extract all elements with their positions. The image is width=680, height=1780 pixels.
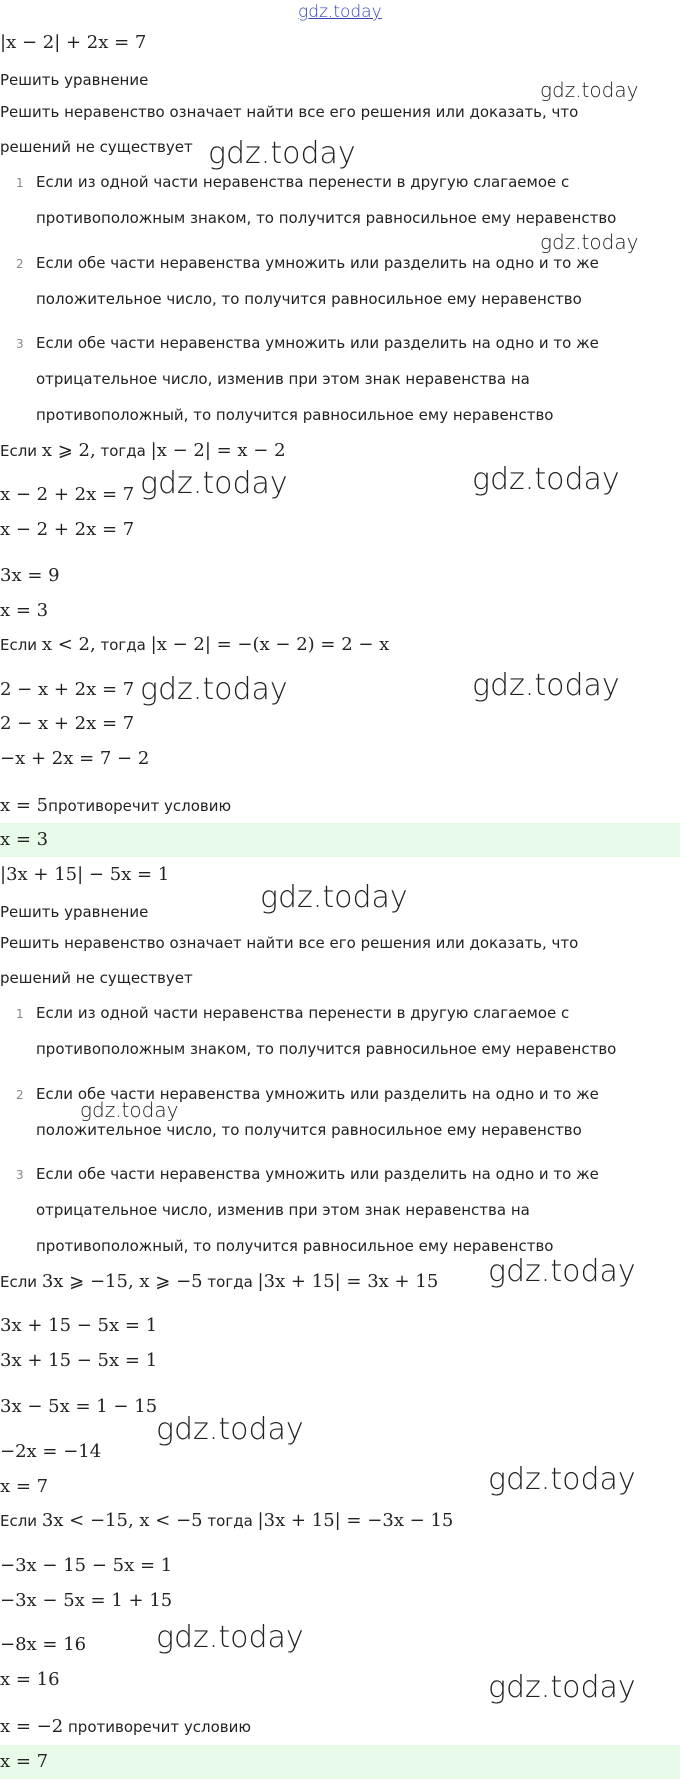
problem1-intro-line1: Решить неравенство означает найти все его решения или доказать, что — [0, 103, 579, 121]
rule-number: 3 — [16, 1168, 24, 1182]
rule-text: Если обе части неравенства умножить или разделить на одно и то же — [36, 1165, 599, 1183]
problem2-equation: |3x + 15| − 5x = 1 — [0, 864, 170, 885]
rule-text: Если обе части неравенства умножить или разделить на одно и то же — [36, 334, 599, 352]
watermark: gdz.today — [540, 78, 639, 102]
problem1-intro-line2: решений не существует — [0, 138, 193, 156]
problem2-answer-box — [0, 1745, 680, 1779]
watermark: gdz.today — [472, 462, 620, 497]
rule-number: 2 — [16, 1088, 24, 1102]
watermark: gdz.today — [208, 136, 356, 171]
problem2-step: x = 16 — [0, 1669, 60, 1690]
problem1-step: x = 3 — [0, 600, 49, 621]
problem2-step: −2x = −14 — [0, 1441, 102, 1462]
problem2-case2-condition: Если 3x < −15, x < −5 тогда |3x + 15| = −3x − 15 — [0, 1510, 454, 1531]
problem2-step: x = 7 — [0, 1476, 49, 1497]
rule-text: Если обе части неравенства умножить или разделить на одно и то же — [36, 254, 599, 272]
watermark: gdz.today — [540, 230, 639, 254]
watermark: gdz.today — [140, 466, 288, 501]
watermark: gdz.today — [488, 1670, 636, 1705]
problem2-step: 3x + 15 − 5x = 1 — [0, 1315, 158, 1336]
watermark: gdz.today — [472, 668, 620, 703]
problem2-case1-condition: Если 3x ⩾ −15, x ⩾ −5 тогда |3x + 15| = 3x + 15 — [0, 1271, 439, 1292]
problem1-case2-condition: Если x < 2, тогда |x − 2| = −(x − 2) = 2 − x — [0, 634, 390, 655]
rule-text: противоположный, то получится равносильное ему неравенство — [36, 406, 554, 424]
rule-text: положительное число, то получится равносильное ему неравенство — [36, 1121, 582, 1139]
problem2-step: −8x = 16 — [0, 1634, 87, 1655]
rule-text: положительное число, то получится равносильное ему неравенство — [36, 290, 582, 308]
rule-text: Если обе части неравенства умножить или разделить на одно и то же — [36, 1085, 599, 1103]
problem2-contradiction: x = −2 противоречит условию — [0, 1716, 251, 1737]
watermark: gdz.today — [80, 1098, 179, 1122]
problem1-solve-label: Решить уравнение — [0, 71, 149, 89]
rule-number: 3 — [16, 337, 24, 351]
rule-number: 1 — [16, 176, 24, 190]
rule-text: Если из одной части неравенства перенести в другую слагаемое с — [36, 1004, 570, 1022]
problem1-answer: x = 3 — [0, 829, 49, 850]
rule-text: противоположным знаком, то получится равносильное ему неравенство — [36, 209, 617, 227]
rule-text: отрицательное число, изменив при этом знак неравенства на — [36, 370, 530, 388]
problem2-intro-line2: решений не существует — [0, 969, 193, 987]
problem2-intro-line1: Решить неравенство означает найти все его решения или доказать, что — [0, 934, 579, 952]
watermark: gdz.today — [156, 1620, 304, 1655]
rule-text: противоположным знаком, то получится равносильное ему неравенство — [36, 1040, 617, 1058]
problem2-step: −3x − 5x = 1 + 15 — [0, 1590, 173, 1611]
problem1-equation: |x − 2| + 2x = 7 — [0, 32, 147, 53]
problem2-step: −3x − 15 − 5x = 1 — [0, 1555, 173, 1576]
rule-text: Если из одной части неравенства перенести в другую слагаемое с — [36, 173, 570, 191]
watermark: gdz.today — [260, 880, 408, 915]
problem1-step: x − 2 + 2x = 7 — [0, 519, 135, 540]
problem1-contradiction: x = 5противоречит условию — [0, 795, 232, 816]
problem1-step: 3x = 9 — [0, 565, 60, 586]
problem2-solve-label: Решить уравнение — [0, 903, 149, 921]
problem2-step: 3x − 5x = 1 − 15 — [0, 1396, 158, 1417]
watermark: gdz.today — [156, 1412, 304, 1447]
header-watermark-link[interactable]: gdz.today — [298, 2, 382, 22]
problem1-step: −x + 2x = 7 − 2 — [0, 748, 150, 769]
watermark: gdz.today — [140, 672, 288, 707]
problem1-step: x − 2 + 2x = 7 — [0, 484, 135, 505]
problem2-step: 3x + 15 − 5x = 1 — [0, 1350, 158, 1371]
problem2-answer: x = 7 — [0, 1751, 49, 1772]
watermark: gdz.today — [488, 1254, 636, 1289]
rule-number: 2 — [16, 257, 24, 271]
rule-text: противоположный, то получится равносильное ему неравенство — [36, 1237, 554, 1255]
rule-text: отрицательное число, изменив при этом знак неравенства на — [36, 1201, 530, 1219]
problem1-case1-condition: Если x ⩾ 2, тогда |x − 2| = x − 2 — [0, 440, 286, 461]
rule-number: 1 — [16, 1007, 24, 1021]
problem1-step: 2 − x + 2x = 7 — [0, 713, 135, 734]
watermark: gdz.today — [488, 1462, 636, 1497]
problem1-answer-box — [0, 823, 680, 857]
problem1-step: 2 − x + 2x = 7 — [0, 679, 135, 700]
